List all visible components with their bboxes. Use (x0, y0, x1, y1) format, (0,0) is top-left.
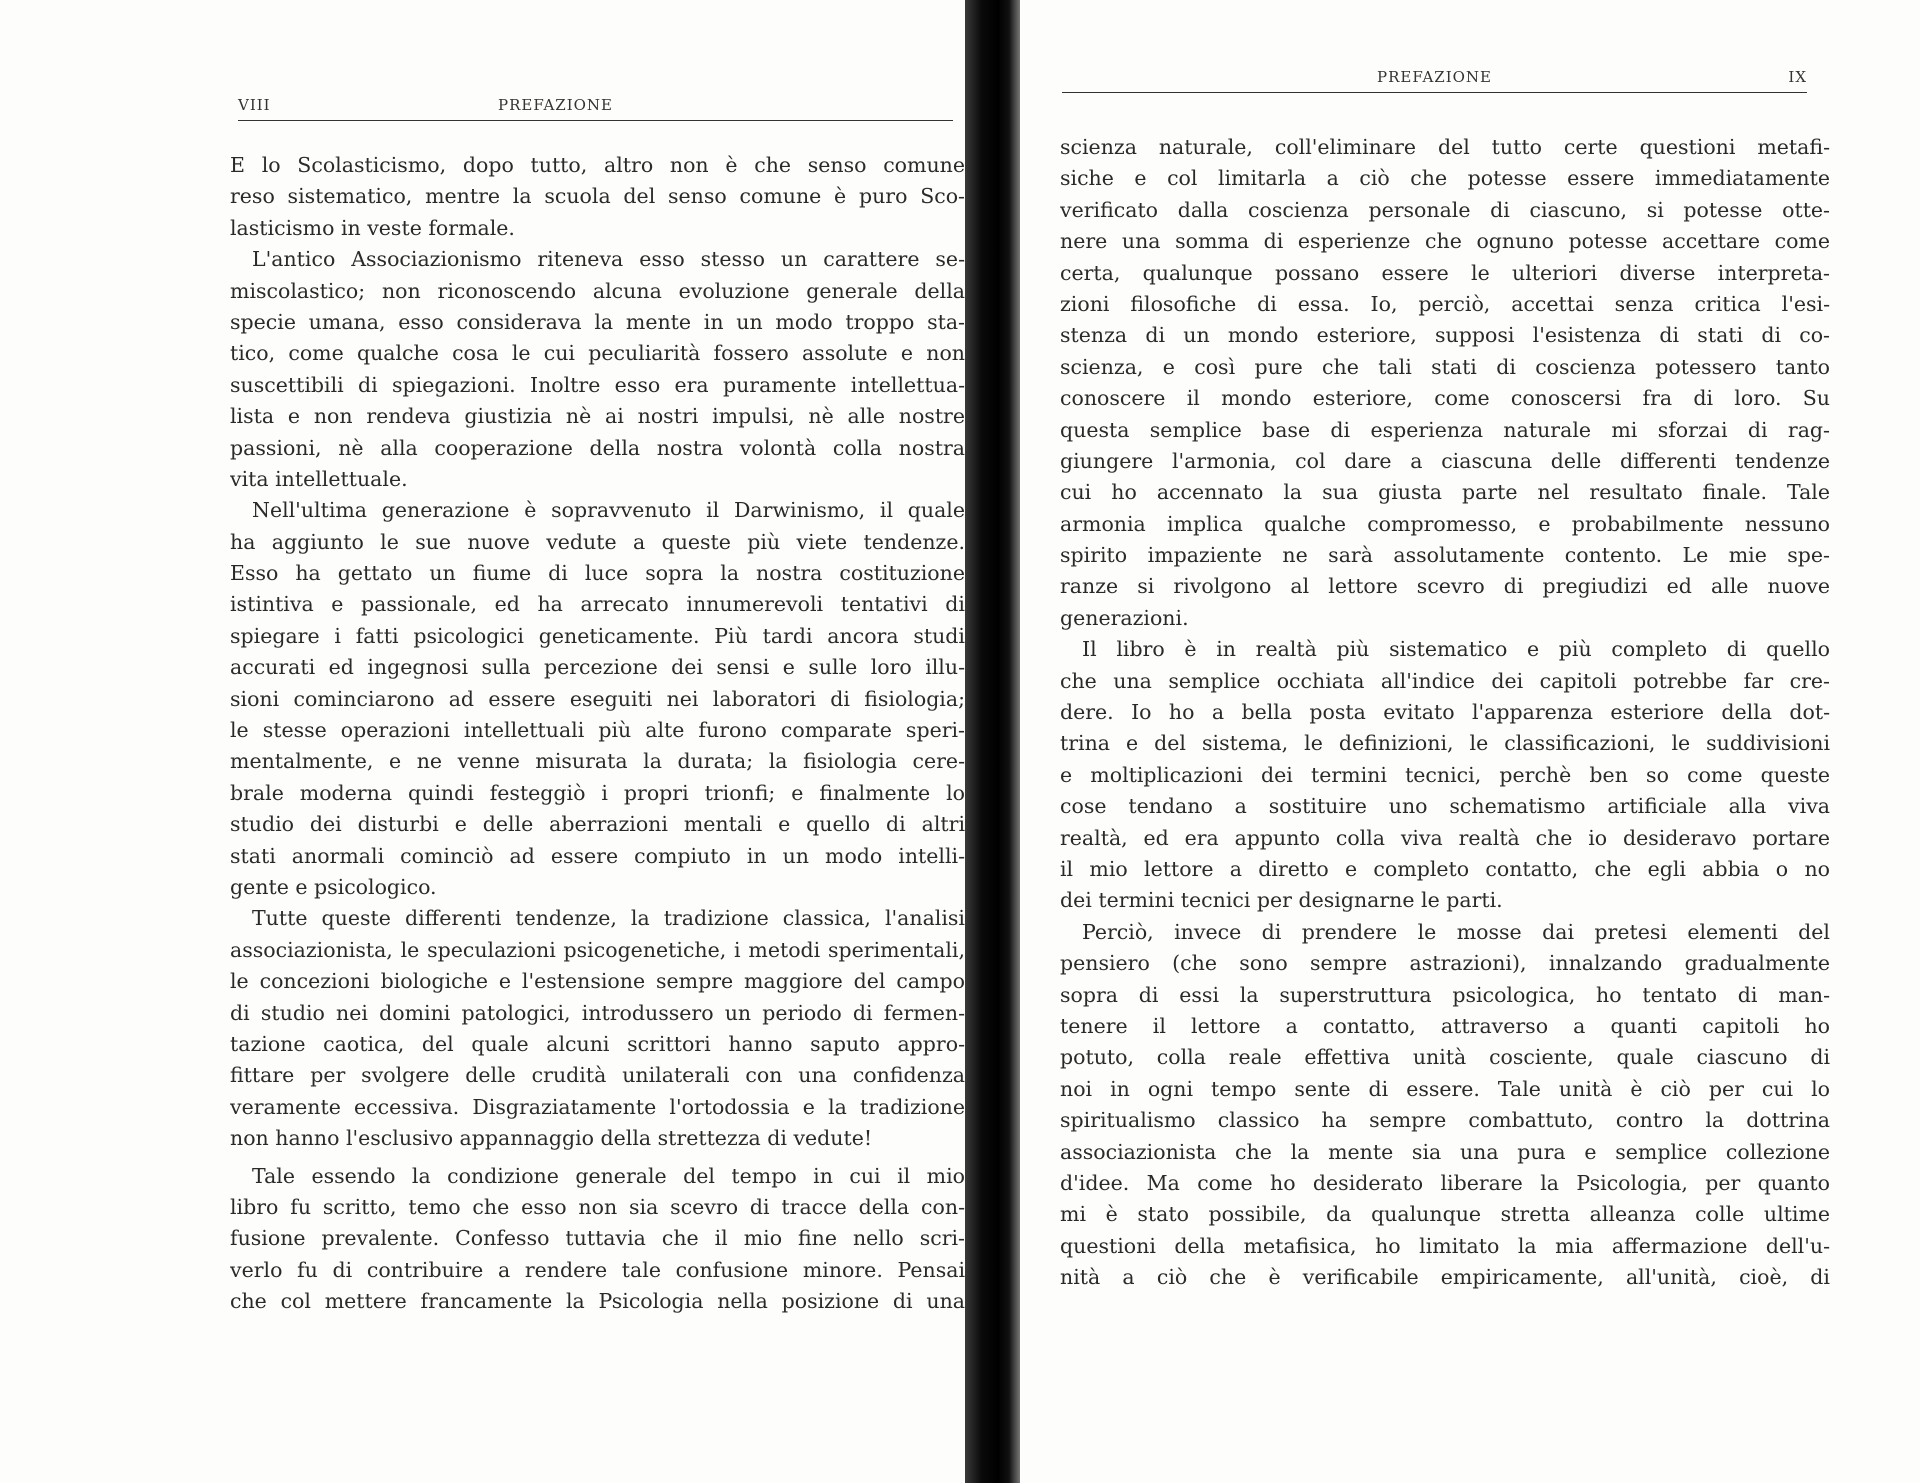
text-line: Nell'ultima generazione è sopravvenuto il Darwinismo, il quale (252, 498, 965, 523)
text-line: lasticismo in veste formale. (230, 215, 515, 240)
text-line: associazionista che la mente sia una pura e semplice collezione (1060, 1139, 1830, 1164)
text-line: trina e del sistema, le definizioni, le classificazioni, le suddivisioni (1060, 731, 1830, 756)
text-line: verlo fu di contribuire a rendere tale confusione minore. Pensai (230, 1257, 965, 1282)
text-line: di studio nei domini patologici, introdussero un periodo di fermen- (230, 1000, 965, 1025)
text-line: non hanno l'esclusivo appannaggio della strettezza di vedute! (230, 1126, 873, 1151)
text-line: sioni cominciarono ad essere eseguiti nei laboratori di fisiologia; (230, 686, 965, 711)
book-gutter (965, 0, 1020, 1483)
left-running-title: PREFAZIONE (498, 96, 613, 114)
right-page-body (1060, 132, 1830, 1293)
text-line: cui ho accennato la sua giusta parte nel resultato finale. Tale (1060, 480, 1830, 505)
text-line: L'antico Associazionismo riteneva esso stesso un carattere se- (252, 247, 965, 272)
text-line: siche e col limitarla a ciò che potesse essere immediatamente (1060, 166, 1830, 191)
text-line: fusione prevalente. Confesso tuttavia che il mio fine nello scri- (230, 1226, 965, 1251)
text-line: Il libro è in realtà più sistematico e più completo di quello (1082, 637, 1830, 662)
text-line: sopra di essi la superstruttura psicologica, ho tentato di man- (1060, 982, 1830, 1007)
text-line: zioni filosofiche di essa. Io, perciò, accettai senza critica l'esi- (1060, 291, 1830, 316)
text-line: questioni della metafisica, ho limitato la mia affermazione dell'u- (1060, 1233, 1830, 1258)
text-line: mentalmente, e ne venne misurata la durata; la fisiologia cere- (230, 749, 965, 774)
text-line: brale moderna quindi festeggiò i propri trionfi; e finalmente lo (230, 780, 965, 805)
text-line: e moltiplicazioni dei termini tecnici, perchè ben so come queste (1060, 762, 1830, 787)
text-line: dere. Io ho a bella posta evitato l'apparenza esteriore della dot- (1060, 700, 1830, 725)
text-line: nità a ciò che è verificabile empiricamente, all'unità, cioè, di (1060, 1265, 1830, 1290)
right-running-title: PREFAZIONE (1377, 68, 1492, 86)
right-page-number: IX (1788, 68, 1807, 86)
text-line: stati anormali cominciò ad essere compiuto in un modo intelli- (230, 843, 965, 868)
text-line: le concezioni biologiche e l'estensione sempre maggiore del campo (230, 969, 965, 994)
text-line: dei termini tecnici per designarne le parti. (1060, 888, 1503, 913)
text-line: studio dei disturbi e delle aberrazioni mentali e quello di altri (230, 812, 965, 837)
text-line: veramente eccessiva. Disgraziatamente l'ortodossia e la tradizione (230, 1094, 965, 1119)
text-line: verificato dalla coscienza personale di ciascuno, si potesse otte- (1060, 197, 1830, 222)
text-line: mi è stato possibile, da qualunque stretta alleanza colle ultime (1060, 1202, 1830, 1227)
text-line: armonia implica qualche compromesso, e probabilmente nessuno (1060, 511, 1830, 536)
text-line: potuto, colla reale effettiva unità cosciente, quale ciascuno di (1060, 1045, 1830, 1070)
text-line: istintiva e passionale, ed ha arrecato innumerevoli tentativi di (230, 592, 965, 617)
text-line: libro fu scritto, temo che esso non sia scevro di tracce della con- (230, 1194, 965, 1219)
text-line: d'idee. Ma come ho desiderato liberare la Psicologia, per quanto (1060, 1170, 1830, 1195)
left-page-body (230, 150, 965, 1317)
text-line: che una semplice occhiata all'indice dei capitoli potrebbe far cre- (1060, 668, 1830, 693)
text-line: scienza, e così pure che tali stati di coscienza potessero tanto (1060, 354, 1830, 379)
text-line: conoscere il mondo esteriore, come conoscersi fra di loro. Su (1060, 386, 1830, 411)
text-line: tenere il lettore a contatto, attraverso a quanti capitoli ho (1060, 1013, 1830, 1038)
text-line: questa semplice base di esperienza naturale mi sforzai di rag- (1060, 417, 1830, 442)
text-line: le stesse operazioni intellettuali più alte furono comparate speri- (230, 718, 965, 743)
text-line: ranze si rivolgono al lettore scevro di pregiudizi ed alle nuove (1060, 574, 1830, 599)
text-line: reso sistematico, mentre la scuola del senso comune è puro Sco- (230, 184, 965, 209)
text-line: giungere l'armonia, col dare a ciascuna delle differenti tendenze (1060, 448, 1830, 473)
left-running-head (238, 96, 953, 121)
text-line: cose tendano a sostituire uno schematismo artificiale alla viva (1060, 794, 1830, 819)
text-line: spiritualismo classico ha sempre combattuto, contro la dottrina (1060, 1108, 1830, 1133)
text-line: suscettibili di spiegazioni. Inoltre esso era puramente intellettua- (230, 372, 965, 397)
text-line: noi in ogni tempo sente di essere. Tale unità è ciò per cui lo (1060, 1076, 1830, 1101)
right-page (1020, 0, 1920, 1483)
text-line: gente e psicologico. (230, 874, 437, 899)
text-line: tico, come qualche cosa le cui peculiarità fossero assolute e non (230, 341, 965, 366)
text-line: miscolastico; non riconoscendo alcuna evoluzione generale della (230, 278, 965, 303)
text-line: stenza di un mondo esteriore, supposi l'esistenza di stati di co- (1060, 323, 1830, 348)
text-line: fittare per svolgere delle crudità unilaterali con una confidenza (230, 1063, 965, 1088)
text-line: nere una somma di esperienze che ognuno potesse accettare come (1060, 229, 1830, 254)
text-line: vita intellettuale. (230, 466, 408, 491)
text-line: passioni, nè alla cooperazione della nostra volontà colla nostra (230, 435, 965, 460)
text-line: E lo Scolasticismo, dopo tutto, altro non è che senso comune (230, 153, 965, 177)
text-line: Tale essendo la condizione generale del tempo in cui il mio (252, 1163, 965, 1188)
text-line: il mio lettore a diretto e completo contatto, che egli abbia o no (1060, 856, 1830, 881)
text-line: realtà, ed era appunto colla viva realtà che io desideravo portare (1060, 825, 1830, 850)
text-line: Perciò, invece di prendere le mosse dai pretesi elementi del (1082, 919, 1830, 944)
text-line: scienza naturale, coll'eliminare del tutto certe questioni metafi- (1060, 135, 1830, 159)
text-line: spiegare i fatti psicologici geneticamente. Più tardi ancora studi (230, 623, 965, 648)
text-line: lista e non rendeva giustizia nè ai nostri impulsi, nè alle nostre (230, 404, 965, 429)
text-line: generazioni. (1060, 605, 1189, 630)
text-line: specie umana, esso considerava la mente in un modo troppo sta- (230, 309, 965, 334)
left-page-number: VIII (238, 96, 271, 114)
text-line: accurati ed ingegnosi sulla percezione dei sensi e sulle loro illu- (230, 655, 965, 680)
text-line: certa, qualunque possano essere le ulteriori diverse interpreta- (1060, 260, 1830, 285)
text-line: che col mettere francamente la Psicologia nella posizione di una (230, 1289, 965, 1314)
text-line: ha aggiunto le sue nuove vedute a queste più viete tendenze. (230, 529, 965, 554)
text-line: Tutte queste differenti tendenze, la tradizione classica, l'analisi (252, 906, 965, 931)
text-line: tazione caotica, del quale alcuni scrittori hanno saputo appro- (230, 1031, 965, 1056)
text-line: associazionista, le speculazioni psicogenetiche, i metodi sperimentali, (230, 937, 965, 962)
right-running-head (1062, 68, 1807, 93)
text-line: Esso ha gettato un fiume di luce sopra la nostra costituzione (230, 561, 965, 586)
text-line: pensiero (che sono sempre astrazioni), innalzando gradualmente (1060, 951, 1830, 976)
text-line: spirito impaziente ne sarà assolutamente contento. Le mie spe- (1060, 543, 1830, 568)
